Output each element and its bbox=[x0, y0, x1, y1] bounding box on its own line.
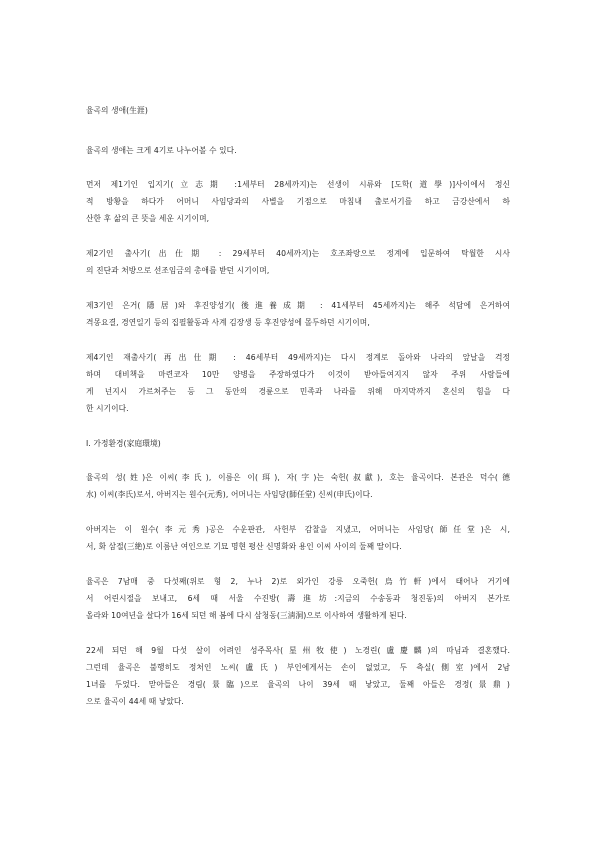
text-line: 의 진단과 처방으로 선조임금의 총애를 받던 시기이며, bbox=[86, 266, 270, 275]
document-title: 율곡의 생애(生涯) bbox=[86, 106, 148, 115]
text-line: 으로 율곡이 44세 때 낳았다. bbox=[86, 697, 184, 706]
text-line: 1녀를 두었다. 맏아들은 경림(景臨)으로 율곡의 나이 39세 때 낳았고, 둘째 아들은 경정(景鼎) bbox=[86, 680, 510, 689]
text-line: 격몽요결, 경연일기 등의 집필활동과 사계 김장생 등 후진양성에 몰두하던 시기이며, bbox=[86, 318, 370, 327]
text-line: 그런데 율곡은 불행히도 정처인 노씨(盧氏) 부인에게서는 손이 없었고, 두 측실(側室)에서 2남 bbox=[86, 663, 510, 672]
section-heading: I. 가정환경(家庭環境) bbox=[86, 439, 161, 448]
intro-paragraph: 율곡의 생애는 크게 4기로 나누어볼 수 있다. bbox=[86, 146, 237, 155]
text-line: 하며 대비책을 마련코자 10만 양병을 주장하였다가 이것이 받아들여지지 않자 주위 사람들에 bbox=[86, 370, 510, 379]
text-line: 서, 화 삼절(三絶)로 이름난 여인으로 기묘 명현 평산 신명화와 용인 이씨 사이의 둘째 딸이다. bbox=[86, 542, 402, 551]
text-line: 율곡의 성(姓)은 이씨(李氏), 이름은 이(珥), 자(字)는 숙헌(叔獻), 호는 율곡이다. 본관은 덕수(德 bbox=[86, 473, 510, 482]
text-line: 제3기인 은거(隱居)와 후진양성기(後進養成期 : 41세부터 45세까지)는 해주 석담에 은거하여 bbox=[86, 301, 510, 310]
text-line: 율곡은 7남매 중 다섯째(위로 형 2, 누나 2)로 외가인 강릉 오죽헌(烏竹軒)에서 태어나 거기에 bbox=[86, 577, 510, 586]
text-line: 올라와 10여년을 살다가 16세 되던 해 봄에 다시 삼청동(三淸洞)으로 이사하여 생활하게 된다. bbox=[86, 611, 407, 620]
text-line: 22세 되던 해 9월 다섯 살이 어려인 성주목사(星州牧使) 노경린(盧慶麟)의 따님과 결혼했다. bbox=[86, 646, 510, 655]
text-line: 제4기인 재출사기(再出仕期 : 46세부터 49세까지)는 다시 정계로 돌아와 나라의 앞날을 걱정 bbox=[86, 353, 510, 362]
text-line: 게 넌지시 가르쳐주는 등 그 동안의 경륜으로 민족과 나라를 위해 마지막까지 혼신의 힘을 다 bbox=[86, 387, 510, 396]
text-line: 산한 후 삶의 큰 뜻을 세운 시기이며, bbox=[86, 214, 210, 223]
text-line: 제2기인 출사기(出仕期 : 29세부터 40세까지)는 호조좌랑으로 정계에 입문하여 탁월한 시사 bbox=[86, 249, 510, 258]
text-line: 아버지는 이 원수(李元秀)공은 수운판관, 사헌부 감찰을 지냈고, 어머니는 사임당(師任堂)은 시, bbox=[86, 525, 510, 534]
text-line: 적 방황을 하다가 어머니 사임당과의 사별을 기점으로 마침내 출로서기를 하고 금강산에서 하 bbox=[86, 197, 510, 206]
text-line: 서 어린시절을 보내고, 6세 때 서울 수진방(壽進坊:지금의 수송동과 청진동)의 아버지 본가로 bbox=[86, 594, 510, 603]
text-line: 水) 이씨(李氏)로서, 아버지는 원수(元秀), 어머니는 사임당(師任堂) 신씨(申氏)이다. bbox=[86, 490, 373, 499]
text-line: 먼저 제1기인 입지기(立志期 :1세부터 28세까지)는 선생이 시류와 [도학(道學)]사이에서 정신 bbox=[86, 180, 510, 189]
text-line: 한 시기이다. bbox=[86, 404, 129, 413]
